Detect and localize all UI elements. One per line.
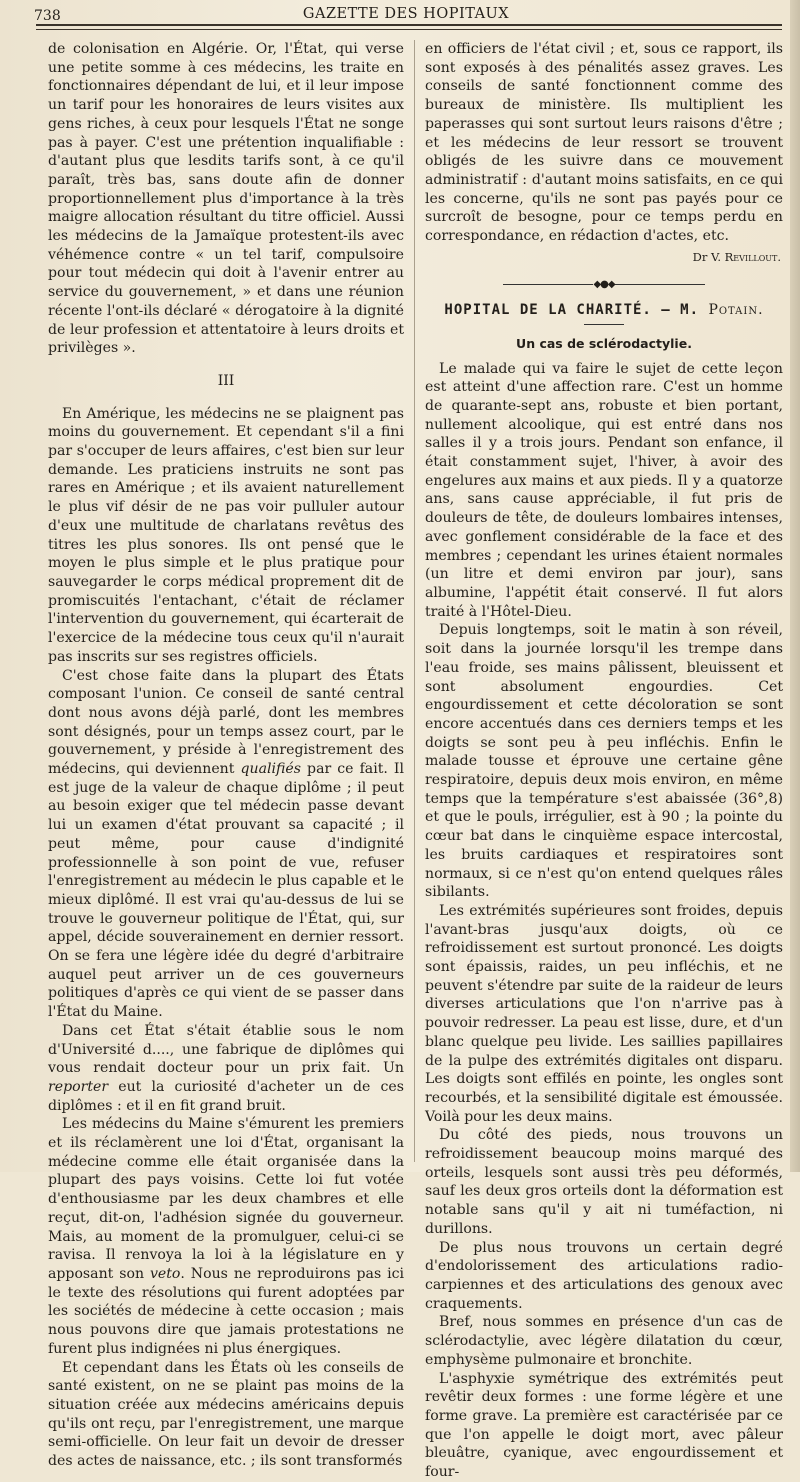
paragraph: Bref, nous sommes en présence d'un cas de sclérodactylie, avec légère dilatation du cœur, emphysème pulmonaire et bronchite. (425, 1314, 783, 1368)
hospital-heading (425, 301, 783, 320)
emphasis: veto (149, 1266, 181, 1282)
paragraph: Et cependant dans les États où les conseils de santé existent, on ne se plaint pas moins de la situation créée aux médecins américains depuis qu'ils ont reçu, par l'enregistrement, une marque semi-officielle. On leur fait un devoir de dresser des actes de naissance, etc. ; ils sont transformés (48, 1359, 404, 1470)
paragraph: en officiers de l'état civil ; et, sous ce rapport, ils sont exposés à des pénalités assez graves. Les conseils de santé fonctionnent comme des bureaux de ministère. Ils multiplient les paperasses qui sont surtout leurs raisons d'être ; et les médecins de leur ressort se trouvent obligés de les suivre dans ce mouvement administratif : d'autant moins satisfaits, en ce qui les concerne, qu'ils ne sont pas payés pour ce surcroît de besogne, pour ce temps perdu en correspondance, en rédaction d'actes, etc. (425, 41, 783, 245)
paragraph: Depuis longtemps, soit le matin à son réveil, soit dans la journée lorsqu'il les trempe dans l'eau froide, ses mains pâlissent, bleuissent et sont absolument engourdies. Cet engourdissement et cette décoloration se sont encore accentués dans ces derniers temps et les doigts se sont peu à peu infléchis. Enfin le malade tousse et éprouve une certaine gêne respiratoire, depuis deux mois environ, en même temps que la température s'est abaissée (36°,8) et que le pouls, irrégulier, est à 90 ; la pointe du cœur bat dans le cinquième espace intercostal, les bruits cardiaques et respiratoires sont normaux, si ce n'est qu'on entend quelques râles sibilants. (425, 622, 783, 901)
paragraph: En Amérique, les médecins ne se plaignent pas moins du gouvernement. Et cependant s'il a fini par s'occuper de leurs affaires, c'est bien sur leur demande. Les praticiens instruits ne sont pas rares en Amérique ; et ils avaient naturellement le plus vif désir de ne pas voir pulluler autour d'eux une multitude de charlatans revêtus des titres les plus sonores. Ils ont pensé que le moyen le plus simple et le plus pratique pour sauvegarder le corps médical proprement dit de promiscuités l'entachant, c'était de réclamer l'intervention du gouvernement, qui écarterait de l'exercice de la médecine tous ceux qu'il n'aurait pas inscrits sur ses registres officiels. (48, 405, 404, 665)
text-run: C'est chose faite dans la plupart des États composant l'union. Ce conseil de santé central dont nous avons déjà parlé, dont les membres sont désignés, pour un temps assez court, par le gouvernement, y préside à l'enregistrement des médecins, qui deviennent (48, 667, 404, 778)
header-rule-thin (36, 29, 782, 30)
author-signature (425, 248, 783, 267)
section-number: III (217, 372, 235, 389)
paragraph (48, 1115, 404, 1358)
paragraph: Les extrémités supérieures sont froides, depuis l'avant-bras jusqu'aux doigts, où ce refroidissement est surtout prononcé. Les doigts sont épaissis, raides, un peu infléchis, et ne peuvent s'étendre par suite de la raideur de leurs diverses articulations que l'on n'arrive pas à pouvoir redresser. La peau est lisse, dure, et d'un blanc quelque peu livide. Les saillies papillaires de la pulpe des extrémités digitales ont disparu. Les doigts sont effilés en pointe, les ongles sont recourbés, et la sensibilité digitale est émoussée. Voilà pour les deux mains. (425, 902, 783, 1125)
paragraph: L'asphyxie symétrique des extrémités peut revêtir deux formes : une forme légère et une forme grave. La première est caractérisée par ce que l'on appelle le doigt mort, avec pâleur bleuâtre, cyanique, avec engourdissement et four- (425, 1370, 783, 1481)
header-rule-thick (36, 24, 782, 26)
text-run: Les médecins du Maine s'émurent les premiers et ils réclamèrent une loi d'État, organisant la médecine comme elle était organisée dans la plupart des pays voisins. Cette loi fut votée d'enthousiasme par les deux chambres et elle reçut, dit-on, l'adhésion signée du gouverneur. Mais, au moment de la promulguer, celui-ci se ravisa. Il renvoya la loi à la législature en y apposant son (48, 1116, 404, 1282)
paragraph: Le malade qui va faire le sujet de cette leçon est atteint d'une affection rare. C'est un homme de quarante-sept ans, robuste et bien portant, nullement alcoolique, qui est entré dans nos salles il y a trois jours. Pendant son enfance, il était constamment sujet, l'hiver, à avoir des engelures aux mains et aux pieds. Il y a quatorze ans, sans cause appréciable, il fut pris de douleurs de tête, de douleurs lombaires intenses, avec gonflement considérable de la face et des membres ; cependant les urines étaient normales (un litre et demi environ par jour), sans albumine, l'appétit était conservé. Il fut alors traité à l'Hôtel-Dieu. (425, 360, 783, 620)
signature-prefix: Dr V. (692, 249, 725, 264)
case-title: Un cas de sclérodactylie. (516, 335, 692, 351)
paragraph (48, 1022, 404, 1116)
page-number: 738 (34, 8, 61, 24)
paragraph: de colonisation en Algérie. Or, l'État, qui verse une petite somme à ces médecins, les traite en fonctionnaires dépendant de lui, et il leur impose un tarif pour les honoraires de leurs visites aux gens riches, à ceux pour lesquels l'État ne songe pas à payer. C'est une prétention inqualifiable : d'autant plus que lesdits tarifs sont, à ce qu'il paraît, très bas, sans doute afin de donner proportionnellement plus d'importance à la très maigre allocation résultant du titre officiel. Aussi les médecins de la Jamaïque protestent-ils avec véhémence contre « un tel tarif, compulsoire pour tout médecin qui doit à l'avenir entrer au service du gouvernement, » et dans une réunion récente l'ont-ils déclaré « dérogatoire à la dignité de leur profession et attentatoire à leurs droits et privilèges ». (48, 41, 404, 357)
text-run: par ce fait. Il est juge de la valeur de chaque diplôme ; il peut au besoin exiger que tel médecin passe devant lui un examen d'état prouvant sa capacité ; il peut même, pour cause d'indignité professionnelle à son point de vue, refuser l'enregistrement au médecin le plus capable et le mieux diplômé. Il est vrai qu'au-dessus de lui se trouve le gouverneur politique de l'État, qui, sur appel, décide souverainement en dernier ressort. On se fera une légère idée du degré d'arbitraire auquel peut arriver un de ces gouverneurs politiques d'après ce qui vient de se passer dans l'État du Maine. (48, 761, 404, 1021)
emphasis: reporter (48, 1078, 109, 1095)
paragraph (48, 667, 404, 1022)
page-header (30, 2, 782, 26)
hospital-name: HOPITAL DE LA CHARITÉ. — M. (444, 302, 709, 319)
text-run: Dans cet État s'était établie sous le nom d'Université d...., une fabrique de diplômes qui vous rendait docteur pour un prix fait. Un (48, 1022, 404, 1077)
right-column (425, 40, 783, 1482)
signature-name: Revillout. (724, 249, 781, 264)
emphasis: qualifiés (240, 761, 301, 778)
paragraph: De plus nous trouvons un certain degré d'endolorissement des articulations radio-carpiennes et des articulations des genoux avec craquements. (425, 1239, 783, 1312)
left-column (48, 40, 404, 1471)
column-divider (414, 40, 415, 1162)
short-rule (584, 324, 624, 325)
paragraph: Du côté des pieds, nous trouvons un refroidissement beaucoup moins marqué des orteils, lesquels sont aussi très peu déformés, sauf les deux gros orteils dont la déformation est notable sans qu'il y ait ni tuméfaction, ni durillons. (425, 1127, 783, 1237)
journal-title: GAZETTE DES HOPITAUX (302, 6, 510, 22)
ornamental-separator: ◆●◆ (425, 276, 783, 295)
doctor-name: Potain. (708, 302, 764, 319)
text-run: eut la curiosité d'acheter un de ces diplômes : et il en fit grand bruit. (48, 1078, 404, 1114)
text-run: . Nous ne reproduirons pas ici le texte des résolutions qui furent adoptées par les sociétés de médecine à cette occasion ; mais nous pouvons dire que jamais protestations ne furent plus indignées ni plus énergiques. (48, 1266, 405, 1357)
page-edge (790, 0, 800, 1172)
